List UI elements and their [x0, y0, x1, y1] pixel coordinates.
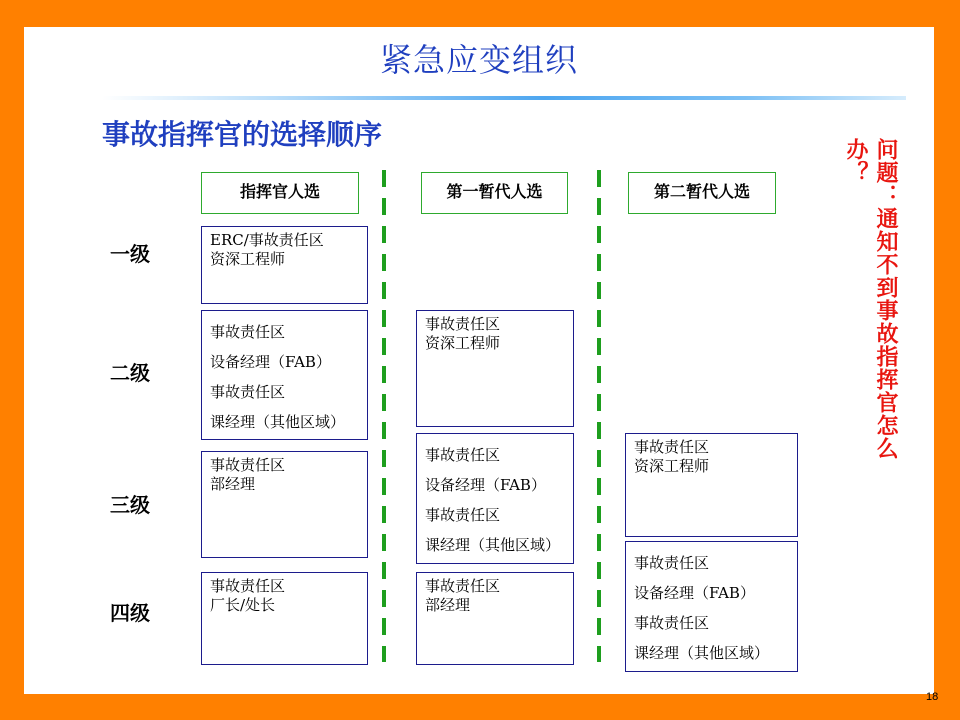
level-label-2: 二级 — [110, 361, 150, 385]
box-line: 部经理 — [210, 475, 256, 493]
question-text-line-1: 问题：通知不到事故指挥官怎么 — [873, 138, 898, 460]
box-first-deputy-level-3 — [416, 433, 574, 564]
box-first-deputy-level-2 — [416, 310, 574, 427]
box-line: 设备经理（FAB） — [634, 584, 755, 602]
box-line: ERC/事故责任区 — [210, 231, 324, 249]
slide-subtitle: 事故指挥官的选择顺序 — [102, 118, 383, 151]
box-line: 事故责任区 — [425, 577, 501, 595]
slide-title: 紧急应变组织 — [380, 41, 579, 79]
box-line: 事故责任区 — [210, 323, 286, 341]
column-header-second-deputy: 第二暂代人选 — [628, 172, 776, 214]
box-line: 事故责任区 — [210, 383, 286, 401]
column-header-commander: 指挥官人选 — [201, 172, 359, 214]
level-label-4: 四级 — [110, 601, 150, 625]
box-second-deputy-level-3 — [625, 433, 798, 537]
box-line: 课经理（其他区域） — [210, 413, 346, 431]
title-divider — [102, 96, 906, 100]
box-line: 事故责任区 — [634, 438, 710, 456]
box-line: 资深工程师 — [425, 334, 501, 352]
page-number: 18 — [926, 691, 939, 703]
column-header-first-deputy: 第一暂代人选 — [421, 172, 568, 214]
column-divider-2 — [597, 170, 601, 662]
box-line: 厂长/处长 — [210, 596, 276, 614]
box-line: 事故责任区 — [425, 446, 501, 464]
box-line: 课经理（其他区域） — [634, 644, 770, 662]
box-line: 事故责任区 — [425, 315, 501, 333]
column-divider-1 — [382, 170, 386, 662]
box-line: 课经理（其他区域） — [425, 536, 561, 554]
box-line: 事故责任区 — [634, 614, 710, 632]
box-line: 设备经理（FAB） — [425, 476, 546, 494]
box-line: 部经理 — [425, 596, 471, 614]
box-second-deputy-level-4 — [625, 541, 798, 672]
level-label-1: 一级 — [110, 242, 150, 266]
box-line: 事故责任区 — [210, 456, 286, 474]
box-first-deputy-level-4 — [416, 572, 574, 665]
box-line: 事故责任区 — [425, 506, 501, 524]
box-line: 事故责任区 — [634, 554, 710, 572]
box-line: 事故责任区 — [210, 577, 286, 595]
box-commander-level-1 — [201, 226, 368, 304]
box-commander-level-3 — [201, 451, 368, 558]
level-label-3: 三级 — [110, 493, 150, 517]
box-commander-level-4 — [201, 572, 368, 665]
box-commander-level-2 — [201, 310, 368, 440]
question-text-line-2: 办？ — [843, 138, 868, 184]
box-line: 设备经理（FAB） — [210, 353, 331, 371]
box-line: 资深工程师 — [210, 250, 286, 268]
box-line: 资深工程师 — [634, 457, 710, 475]
